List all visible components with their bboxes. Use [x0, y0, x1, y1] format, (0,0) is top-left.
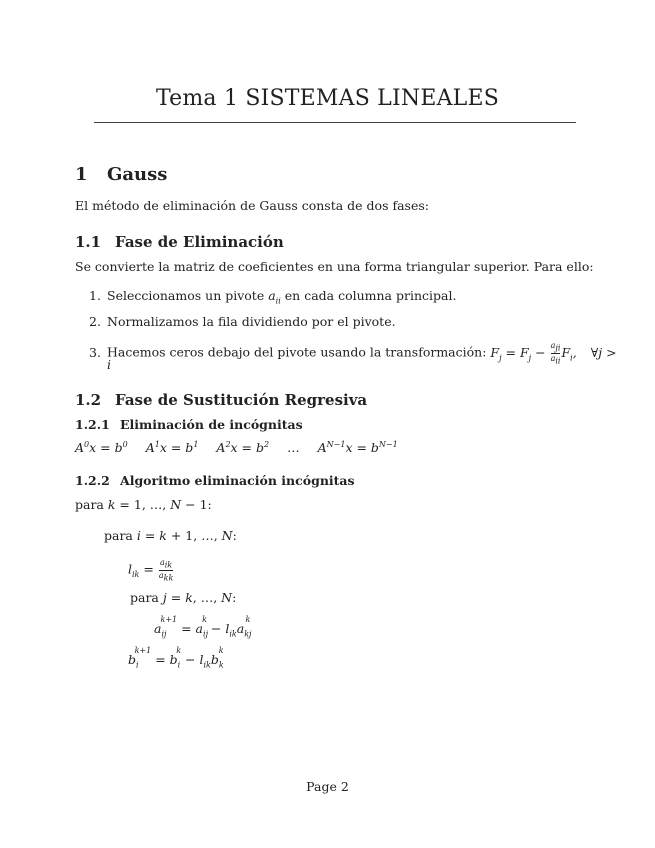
algorithm-l-ik: $l_{ik}$ = $\frac{a_{ik}}{a_{kk}}$	[128, 558, 174, 583]
list-number: 2.	[89, 314, 101, 329]
section-gauss-heading	[75, 164, 167, 185]
subsubsection-title: Algoritmo eliminación incógnitas	[120, 473, 355, 488]
title-rule	[94, 122, 576, 123]
subsubsection-algoritmo-heading	[75, 473, 355, 488]
keyword-para: para	[130, 590, 159, 605]
list-text: Seleccionamos un pivote	[107, 288, 269, 303]
subsection-eliminacion-heading	[75, 233, 284, 251]
keyword-para: para	[104, 528, 133, 543]
page-title: Tema 1 SISTEMAS LINEALES	[155, 86, 500, 111]
list-number: 1.	[89, 288, 101, 303]
math-transformation: $F_j = F_j$ − $\frac{a_{ji}}{a_{ii}}$ $F_i$, ∀j >	[490, 341, 617, 366]
algorithm-update-a: $a_{ij}^{k+1} = a_{ij}^k - l_{ik}a_{kj}^k$	[154, 615, 252, 639]
list-number: 3.	[89, 344, 101, 360]
list-item-2	[89, 314, 396, 329]
subsection-number: 1.1	[75, 233, 102, 251]
section-intro: El método de eliminación de Gauss consta de dos fases:	[75, 198, 429, 213]
subsubsection-eliminacion-heading	[75, 417, 303, 432]
keyword-para: para	[75, 497, 104, 512]
subsubsection-number: 1.2.1	[75, 417, 110, 432]
equation-sequence: $A^0x = b^0$ $A^1x = b^1$ $A^2x = b^2$ … $A^{N-1}x = b^{N-1}$	[75, 440, 398, 456]
algorithm-update-b: $b_i^{k+1} = b_i^k - l_{ik}b_k^k$	[128, 646, 224, 670]
math-pivot: $a_{ii}$	[268, 288, 281, 306]
page-number: Page 2	[306, 779, 349, 794]
section-number: 1	[75, 164, 88, 185]
subsubsection-number: 1.2.2	[75, 473, 110, 488]
subsection-title: Fase de Eliminación	[115, 233, 284, 251]
list-text-after: en cada columna principal.	[280, 288, 457, 303]
algorithm-loop-k: para k = 1, …, N − 1:	[75, 497, 212, 512]
ellipsis: …	[287, 440, 300, 456]
list-item-3	[89, 341, 617, 365]
subsection-intro: Se convierte la matriz de coeficientes en una forma triangular superior. Para ello:	[75, 259, 594, 274]
section-title: Gauss	[107, 164, 168, 185]
subsubsection-title: Eliminación de incógnitas	[120, 417, 303, 432]
list-text: Normalizamos la fila dividiendo por el pivote.	[107, 314, 396, 329]
subsection-sustitucion-heading	[75, 391, 367, 409]
subsection-number: 1.2	[75, 391, 102, 409]
list-text: Hacemos ceros debajo del pivote usando la transformación:	[107, 344, 491, 360]
list-item-1	[89, 288, 456, 306]
subsection-title: Fase de Sustitución Regresiva	[115, 391, 368, 409]
algorithm-loop-i: para i = k + 1, …, N:	[104, 528, 237, 543]
list-item-3-continuation: i	[107, 357, 111, 372]
algorithm-loop-j: para j = k, …, N:	[130, 590, 237, 605]
